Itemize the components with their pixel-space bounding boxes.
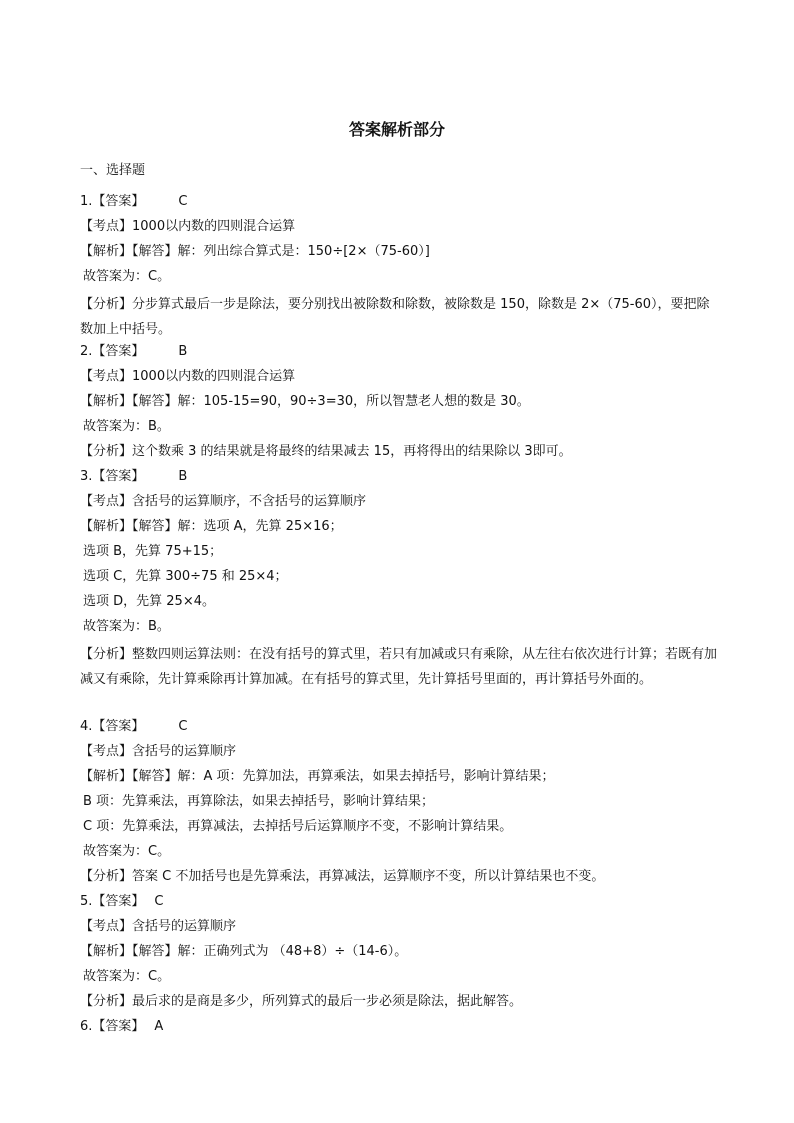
fenxi-line: 【分析】答案 C 不加括号也是先算乘法，再算减法，运算顺序不变，所以计算结果也不变。 bbox=[80, 869, 605, 884]
answer-line: 1.【答案】 C bbox=[80, 192, 720, 212]
jiexi-line: 故答案为：B。 bbox=[83, 619, 170, 634]
page-title: 答案解析部分 bbox=[348, 120, 445, 139]
jiexi-line: 选项 D，先算 25×4。 bbox=[83, 594, 215, 609]
jiexi-line: 【解析】【解答】解：105-15=90，90÷3=30，所以智慧老人想的数是 30。 bbox=[80, 394, 530, 409]
jiexi-line: B 项：先算乘法，再算除法，如果去掉括号，影响计算结果； bbox=[83, 794, 435, 809]
answer-value: B bbox=[178, 344, 188, 359]
answer-line: 5.【答案】 C bbox=[80, 892, 720, 912]
answer-line: 6.【答案】 A bbox=[80, 1017, 720, 1037]
jiexi-line: 【解析】【解答】解：选项 A，先算 25×16； bbox=[80, 519, 343, 534]
jiexi-line: 【解析】【解答】解：正确列式为 （48+8）÷（14-6）。 bbox=[80, 944, 408, 959]
kaodian-line: 【考点】1000以内数的四则混合运算 bbox=[80, 369, 296, 384]
kaodian-line: 【考点】1000以内数的四则混合运算 bbox=[80, 219, 296, 234]
jiexi-line: 选项 C，先算 300÷75 和 25×4； bbox=[83, 569, 288, 584]
kaodian-line: 【考点】含括号的运算顺序 bbox=[80, 919, 237, 934]
jiexi-line: 故答案为：B。 bbox=[83, 419, 170, 434]
jiexi-line: 故答案为：C。 bbox=[83, 844, 171, 859]
kaodian-line: 【考点】含括号的运算顺序 bbox=[80, 744, 237, 759]
fenxi-line: 【分析】分步算式最后一步是除法，要分别找出被除数和除数，被除数是 150，除数是 2×（75-60），要把除数加上中括号。 bbox=[80, 297, 710, 337]
kaodian-line: 【考点】含括号的运算顺序，不含括号的运算顺序 bbox=[80, 494, 367, 509]
fenxi-line: 【分析】最后求的是商是多少，所列算式的最后一步必须是除法，据此解答。 bbox=[80, 994, 523, 1009]
jiexi-line: 故答案为：C。 bbox=[83, 969, 171, 984]
jiexi-line: 选项 B，先算 75+15； bbox=[83, 544, 223, 559]
fenxi-line: 【分析】整数四则运算法则：在没有括号的算式里，若只有加减或只有乘除，从左往右依次进行计算；若既有加减又有乘除，先计算乘除再计算加减。在有括号的算式里，先计算括号里面的，再计算括号外面的。 bbox=[80, 647, 718, 687]
jiexi-line: C 项：先算乘法，再算减法，去掉括号后运算顺序不变，不影响计算结果。 bbox=[83, 819, 513, 834]
answer-value: C bbox=[178, 719, 188, 734]
jiexi-line: 【解析】【解答】解：列出综合算式是：150÷[2×（75-60）] bbox=[80, 244, 430, 259]
answer-value: C bbox=[178, 194, 188, 209]
answer-value: B bbox=[178, 469, 188, 484]
jiexi-line: 【解析】【解答】解：A 项：先算加法，再算乘法，如果去掉括号，影响计算结果； bbox=[80, 769, 555, 784]
section-heading: 一、选择题 bbox=[80, 163, 146, 178]
fenxi-line: 【分析】这个数乘 3 的结果就是将最终的结果减去 15，再将得出的结果除以 3即可。 bbox=[80, 444, 572, 459]
answer-value: A bbox=[154, 1019, 164, 1034]
answer-line: 3.【答案】 B bbox=[80, 467, 720, 487]
answer-value: C bbox=[154, 894, 164, 909]
answer-line: 4.【答案】 C bbox=[80, 717, 720, 737]
answer-line: 2.【答案】 B bbox=[80, 342, 720, 362]
jiexi-line: 故答案为：C。 bbox=[83, 269, 171, 284]
